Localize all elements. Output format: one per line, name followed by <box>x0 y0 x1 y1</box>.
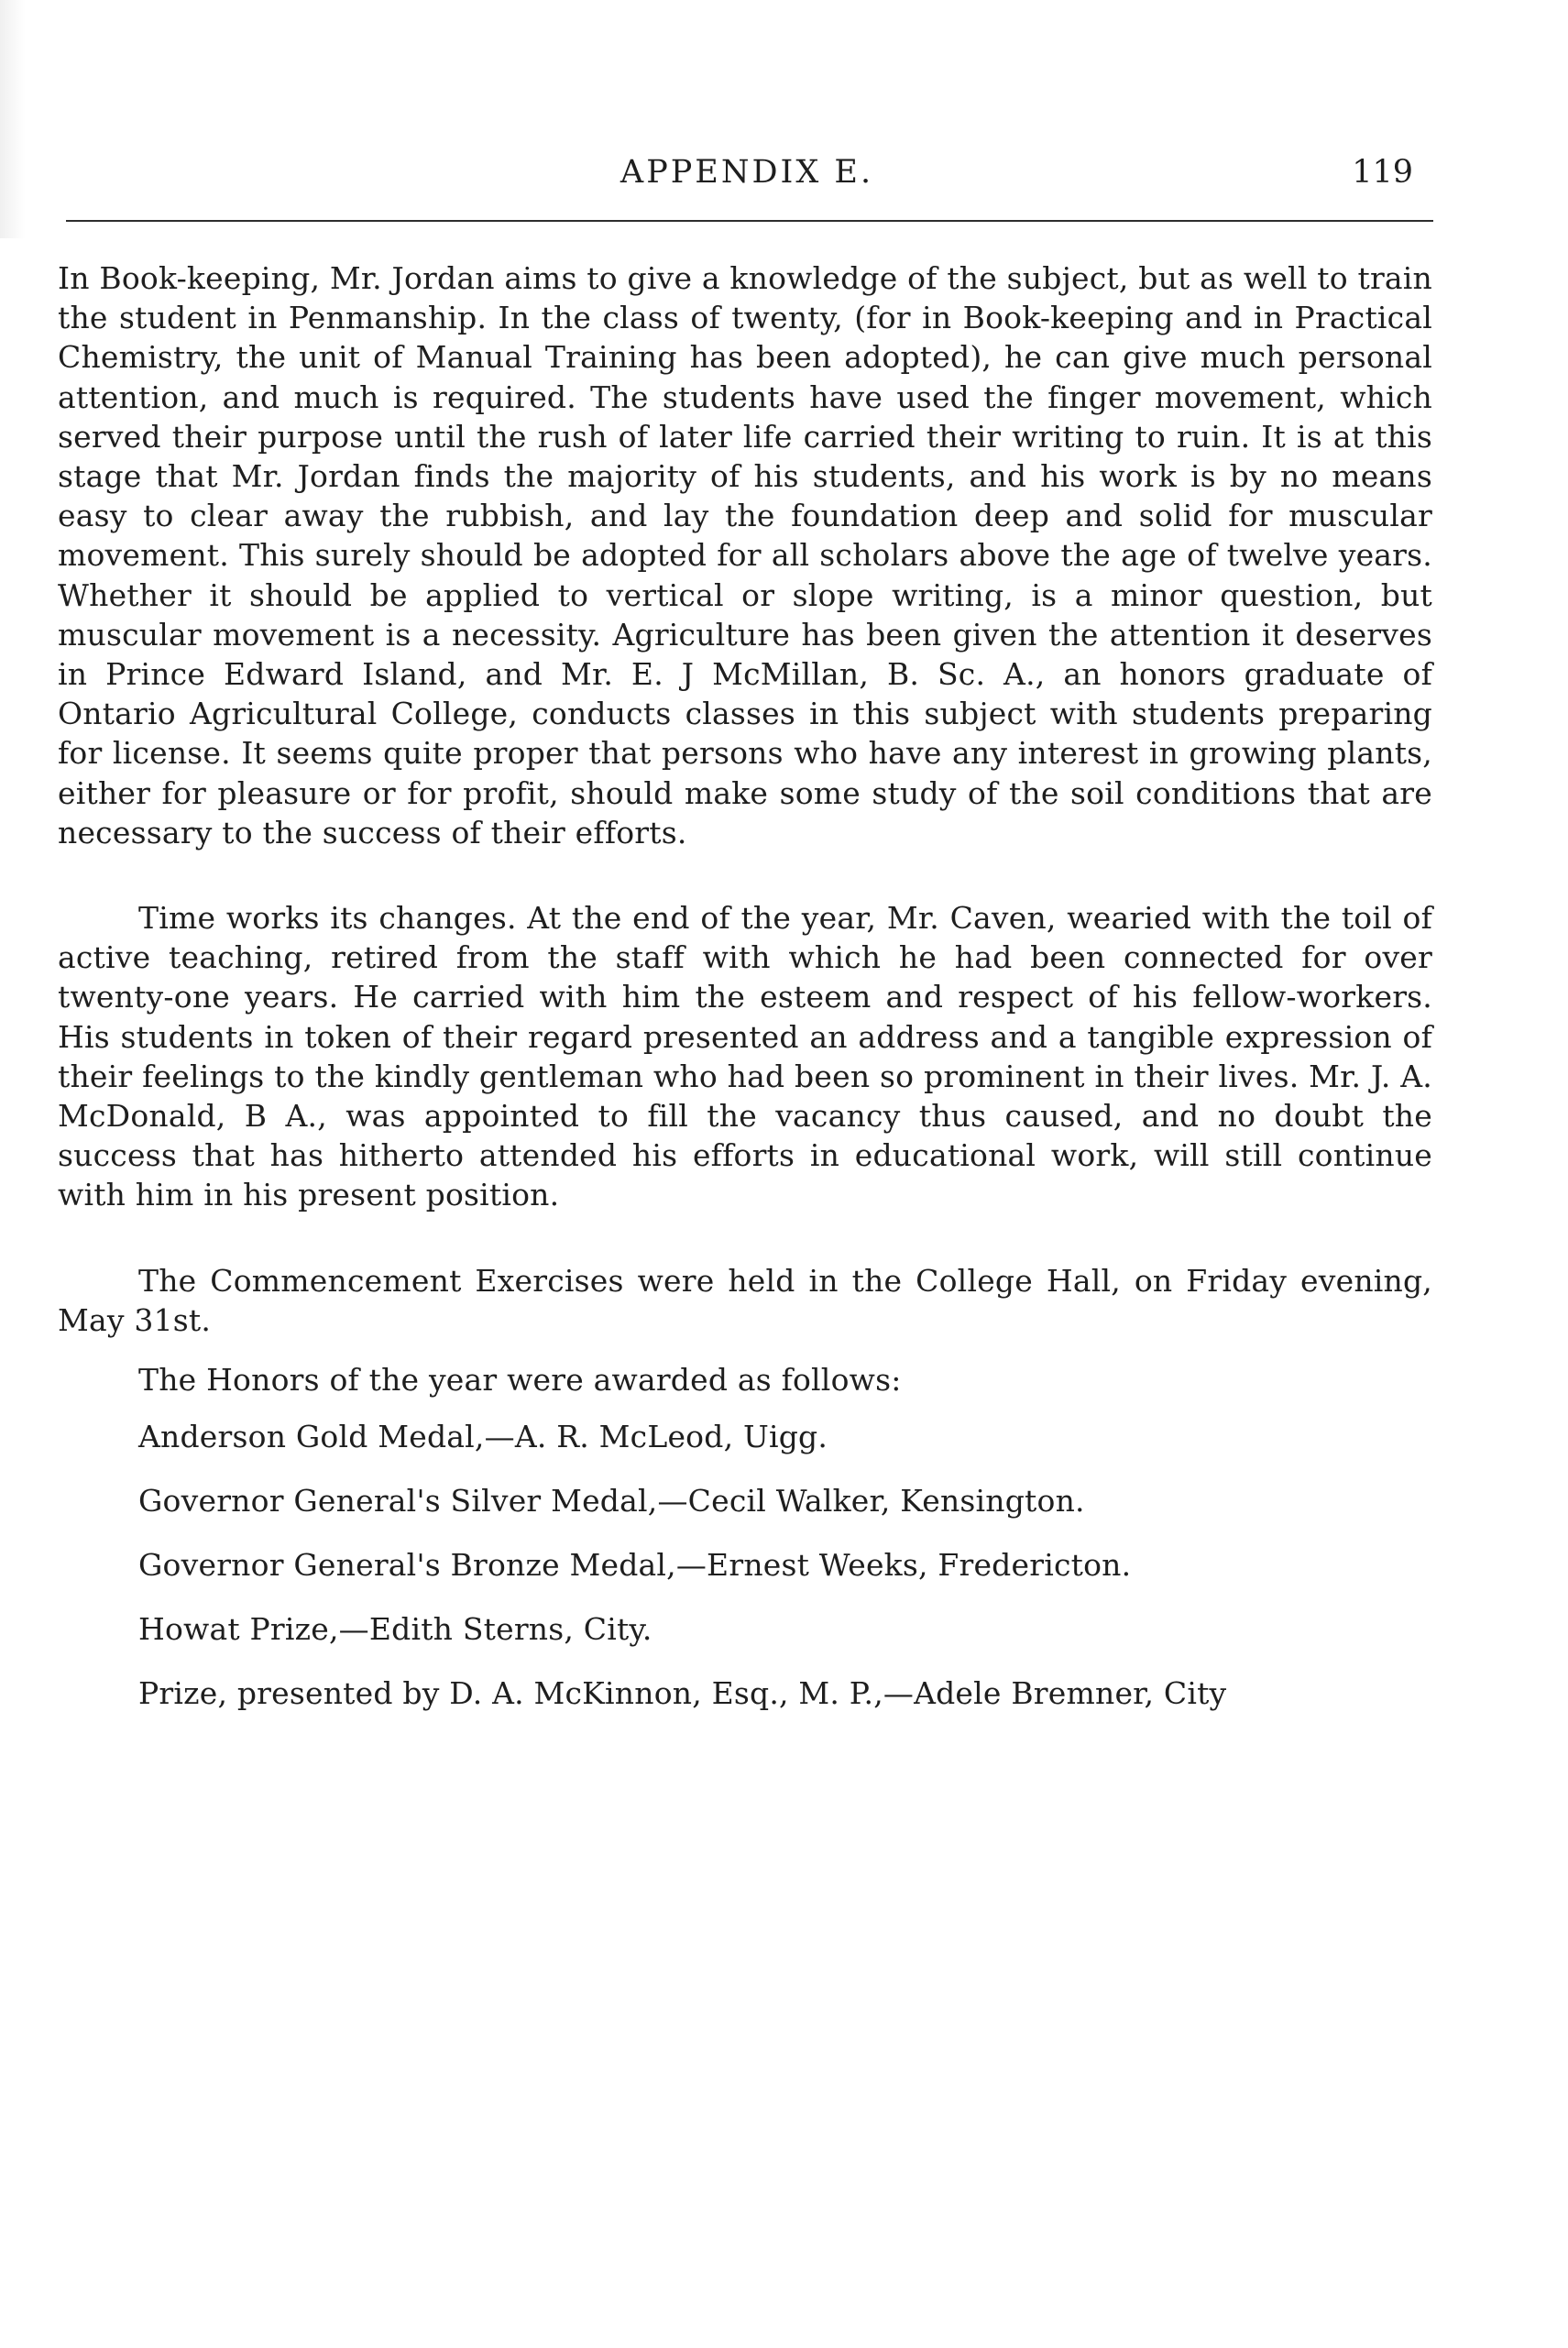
honor-item: Howat Prize,—Edith Sterns, City. <box>138 1611 652 1648</box>
paragraph-commencement: The Commencement Exercises were held in the College Hall, on Friday evening, May 31st. <box>58 1262 1432 1338</box>
body-text <box>58 258 1432 1737</box>
paragraph-honors-intro: The Honors of the year were awarded as follows: <box>138 1362 902 1399</box>
running-header <box>64 149 1430 195</box>
honors-list <box>58 1416 1432 1715</box>
honor-item: Anderson Gold Medal,—A. R. McLeod, Uigg. <box>138 1419 828 1455</box>
paragraph-book-keeping: In Book-keeping, Mr. Jordan aims to give a knowledge of the subject, but as well to train the student in Penmanship. In the class of twenty, (for in Book-keeping and in Practical Chemistry, the unit of Manual Training has been adopted), he can give much personal attention, and much is required. The students have used the finger movement, which served their purpose until the rush of later life carried their writing to ruin. It is at this stage that Mr. Jordan finds the majority of his students, and his work is by no means easy to clear away the rubbish, and lay the foundation deep and solid for muscular movement. This surely should be adopted for all scholars above the age of twelve years. Whether it should be applied to vertical or slope writing, is a minor question, but muscular movement is a necessity. Agriculture has been given the attention it deserves in Prince Edward Island, and Mr. E. J McMillan, B. Sc. A., an honors graduate of Ontario Agricultural College, conducts classes in this subject with students preparing for license. It seems quite proper that persons who have any interest in growing plants, either for pleasure or for profit, should make some study of the soil conditions that are necessary to the success of their efforts. <box>58 260 1432 850</box>
honor-item: Governor General's Silver Medal,—Cecil Walker, Kensington. <box>138 1483 1085 1520</box>
running-title: APPENDIX E. <box>620 154 874 191</box>
honor-item: Prize, presented by D. A. McKinnon, Esq., M. P.,—Adele Bremner, City <box>138 1675 1227 1712</box>
honor-item: Governor General's Bronze Medal,—Ernest Weeks, Fredericton. <box>138 1547 1132 1584</box>
paragraph-staff-change: Time works its changes. At the end of the year, Mr. Caven, wearied with the toil of active teaching, retired from the staff with which he had been connected for over twenty-one years. He carried with him the esteem and respect of his fellow-workers. His students in token of their regard presented an address and a tangible expression of their feelings to the kindly gentleman who had been so prominent in their lives. Mr. J. A. McDonald, B A., was appointed to fill the vacancy thus caused, and no doubt the success that has hitherto attended his efforts in educational work, will still continue with him in his present position. <box>58 900 1432 1213</box>
page-number: 119 <box>1352 154 1413 191</box>
header-rule <box>66 220 1433 222</box>
scan-edge-shadow <box>0 0 26 238</box>
